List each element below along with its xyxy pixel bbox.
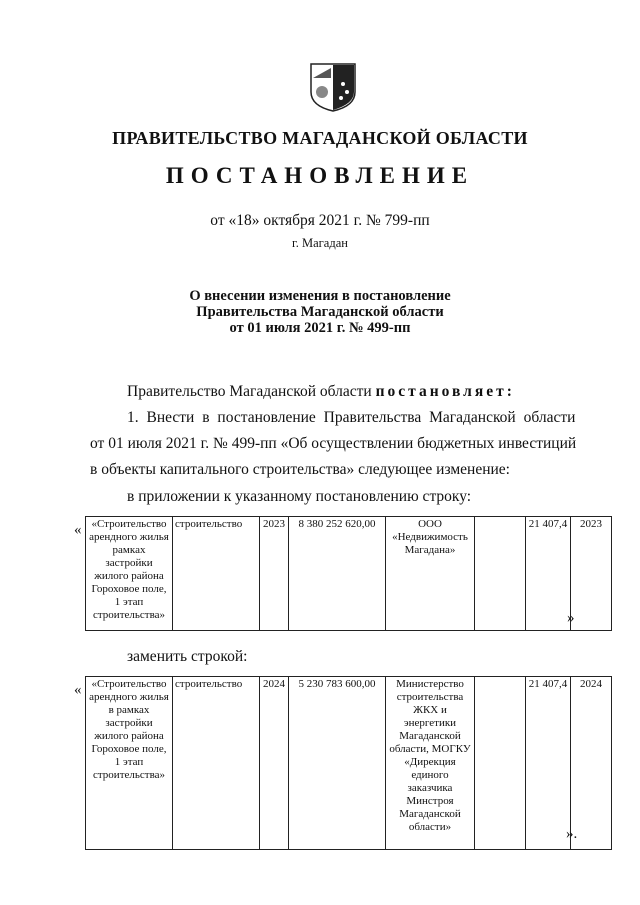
cell-capacity: 21 407,4 bbox=[526, 517, 571, 631]
open-quote-new-row: « bbox=[74, 682, 82, 698]
cell-year: 2023 bbox=[260, 517, 289, 631]
document-place: г. Магадан bbox=[292, 236, 348, 250]
cell-customer: ООО «Недвижимость Магадана» bbox=[386, 517, 475, 631]
cell-year: 2024 bbox=[260, 677, 289, 850]
close-quote-new-row: ». bbox=[566, 826, 578, 842]
paragraph-1-line-3: в объекты капитального строительства» следующее изменение: bbox=[90, 461, 510, 478]
paragraph-1-line-1: 1. Внести в постановление Правительства Магаданской области bbox=[127, 409, 576, 426]
cell-object: «Строительство арендного жилья рамках застройки жилого района Гороховое поле, 1 этап строительства» bbox=[86, 517, 173, 631]
subject-line-1: О внесении изменения в постановление bbox=[189, 288, 451, 304]
cell-amount: 5 230 783 600,00 bbox=[289, 677, 386, 850]
subject-line-2: Правительства Магаданской области bbox=[196, 304, 444, 320]
cell-kind: строительство bbox=[173, 677, 260, 850]
cell-customer: Министерство строительства ЖКХ и энергетики Магаданской области, МОГКУ «Дирекция единого заказчика Минстроя Магаданской области» bbox=[386, 677, 475, 850]
cell-empty bbox=[475, 517, 526, 631]
open-quote-old-row: « bbox=[74, 522, 82, 538]
cell-end-year: 2024 bbox=[571, 677, 612, 850]
close-quote-old-row: » bbox=[567, 610, 575, 626]
table-row bbox=[86, 677, 612, 850]
replace-with-text: заменить строкой: bbox=[127, 648, 248, 665]
document-subject bbox=[0, 288, 640, 336]
document-type: ПОСТАНОВЛЕНИЕ bbox=[165, 163, 475, 188]
paragraph-1-line-2: от 01 июля 2021 г. № 499-пп «Об осуществлении бюджетных инвестиций bbox=[90, 435, 577, 452]
cell-kind: строительство bbox=[173, 517, 260, 631]
intro-paragraph bbox=[127, 383, 515, 401]
intro-text: Правительство Магаданской области bbox=[127, 383, 372, 400]
new-row-table bbox=[85, 676, 612, 850]
cell-capacity: 21 407,4 bbox=[526, 677, 571, 850]
table-row bbox=[86, 517, 612, 631]
intro-verb: постановляет: bbox=[375, 383, 515, 400]
cell-amount: 8 380 252 620,00 bbox=[289, 517, 386, 631]
subject-line-3: от 01 июля 2021 г. № 499-пп bbox=[229, 320, 411, 336]
coat-of-arms-icon bbox=[309, 62, 357, 112]
document-date-number: от «18» октября 2021 г. № 799-пп bbox=[210, 212, 430, 229]
cell-object: «Строительство арендного жилья в рамках застройки жилого района Гороховое поле, 1 этап строительства» bbox=[86, 677, 173, 850]
government-title: ПРАВИТЕЛЬСТВО МАГАДАНСКОЙ ОБЛАСТИ bbox=[112, 128, 528, 148]
old-row-table bbox=[85, 516, 612, 631]
paragraph-2: в приложении к указанному постановлению строку: bbox=[127, 488, 472, 505]
cell-empty bbox=[475, 677, 526, 850]
cell-end-year: 2023 bbox=[571, 517, 612, 631]
